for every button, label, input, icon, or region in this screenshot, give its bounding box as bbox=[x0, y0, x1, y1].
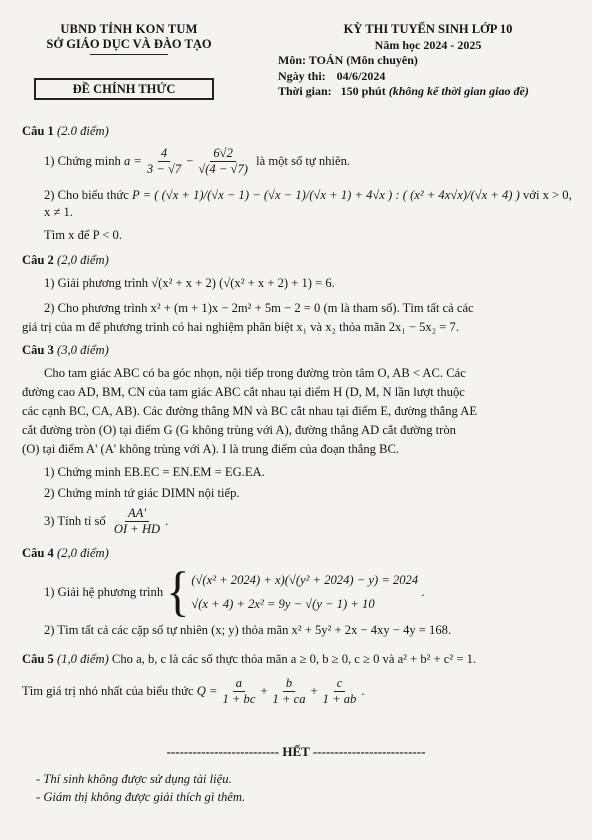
question-4-part-1 bbox=[22, 560, 572, 622]
question-2-part-1: 1) Giải phương trình √(x² + x + 2) (√(x² + x + 2) + 1) = 6. bbox=[44, 276, 335, 290]
fraction bbox=[111, 506, 163, 537]
question-label: Câu 1 bbox=[22, 124, 54, 138]
time-label: Thời gian: bbox=[278, 84, 332, 98]
question-points: (3,0 điểm) bbox=[57, 343, 109, 357]
part-tail: . bbox=[165, 514, 169, 528]
subject-label: Môn: bbox=[278, 53, 306, 67]
operator: − bbox=[186, 154, 194, 168]
question-3-part-1: 1) Chứng minh EB.EC = EN.EM = EG.EA. bbox=[44, 465, 265, 479]
math-expression: P = ( (√x + 1)/(√x − 1) − (√x − 1)/(√x + 1) + 4√x ) : ( (x² + 4x√x)/(√x + 4) ) bbox=[131, 188, 520, 202]
exam-info-block bbox=[278, 22, 578, 100]
fraction bbox=[320, 676, 360, 707]
fraction bbox=[270, 676, 309, 707]
question-3-part-2: 2) Chứng minh tứ giác DIMN nội tiếp. bbox=[44, 486, 240, 500]
exam-questions bbox=[22, 121, 572, 709]
official-exam-stamp: ĐỀ CHÍNH THỨC bbox=[34, 78, 214, 100]
part-tail: . bbox=[361, 684, 365, 698]
equation-system bbox=[166, 560, 419, 622]
equation-2: √(x + 4) + 2x² = 9y − √(y − 1) + 10 bbox=[191, 596, 375, 611]
math-var: Q = bbox=[196, 684, 218, 698]
subject-value: TOÁN (Môn chuyên) bbox=[308, 53, 418, 67]
question-points: (1,0 điểm) bbox=[57, 652, 109, 666]
part-tail: là một số tự nhiên. bbox=[256, 154, 351, 168]
question-1-title bbox=[22, 123, 572, 140]
part-lead: 1) Giải hệ phương trình bbox=[44, 584, 164, 599]
question-1-part-2 bbox=[22, 187, 572, 221]
part-tail: . bbox=[421, 584, 425, 599]
date-row bbox=[278, 69, 578, 85]
date-label: Ngày thi: bbox=[278, 68, 326, 83]
question-4-title bbox=[22, 545, 572, 562]
math-condition: với x > 0, x ≠ 1. bbox=[44, 188, 572, 219]
question-1-find: Tìm x để P < 0. bbox=[44, 228, 122, 242]
part-lead: 3) Tính tỉ số bbox=[44, 514, 106, 528]
exam-notes bbox=[36, 770, 245, 806]
question-points: (2,0 điểm) bbox=[57, 546, 109, 560]
school-year: Năm học 2024 - 2025 bbox=[374, 37, 482, 52]
denominator: 1 + ab bbox=[322, 692, 357, 706]
exam-name: KỲ THI TUYỂN SINH LỚP 10 bbox=[343, 22, 513, 36]
question-label: Câu 3 bbox=[22, 343, 54, 357]
subject-row bbox=[278, 53, 578, 69]
question-3-text-5: (O) tại điểm A' (A' không trùng với A). I là trung điểm của đoạn thẳng BC. bbox=[22, 442, 400, 456]
denominator: 1 + bc bbox=[222, 692, 256, 706]
math-var: a = bbox=[123, 154, 142, 168]
date-value: 04/6/2024 bbox=[336, 68, 386, 83]
note-item: - Giám thị không được giải thích gì thêm. bbox=[36, 790, 246, 804]
question-5-text: Cho a, b, c là các số thực thỏa mãn a ≥ 0, b ≥ 0, c ≥ 0 và a² + b² + c² = 1. bbox=[111, 652, 477, 666]
operator: + bbox=[260, 684, 268, 698]
denominator: √(4 − √7) bbox=[198, 162, 248, 176]
numerator: a bbox=[233, 676, 245, 692]
numerator: AA' bbox=[125, 506, 149, 522]
question-points: (2,0 điểm) bbox=[57, 253, 109, 267]
question-3-part-3 bbox=[22, 506, 572, 537]
question-4-part-2: 2) Tìm tất cả các cặp số tự nhiên (x; y) thỏa mãn x² + 5y² + 2x − 4xy − 4y = 168. bbox=[44, 623, 452, 637]
time-row bbox=[278, 84, 578, 100]
question-2-title bbox=[22, 252, 572, 269]
question-3-text-4: cắt đường tròn (O) tại điểm G (G không trùng với A), đường thẳng AD cắt đường tròn bbox=[22, 423, 456, 437]
question-label: Câu 4 bbox=[22, 546, 54, 560]
question-3-text-3: các cạnh BC, CA, AB). Các đường thẳng MN và BC cắt nhau tại điểm E, đường thẳng AE bbox=[22, 404, 478, 418]
authority-name: UBND TỈNH KON TUM bbox=[60, 22, 198, 36]
operator: + bbox=[310, 684, 318, 698]
note-item: - Thí sinh không được sử dụng tài liệu. bbox=[36, 772, 232, 786]
denominator: 3 − √7 bbox=[146, 162, 182, 176]
fraction bbox=[219, 676, 258, 707]
question-3-text-2: đường cao AD, BM, CN của tam giác ABC cắt nhau tại điểm H (D, M, N lần lượt thuộc bbox=[22, 385, 465, 399]
denominator: 1 + ca bbox=[272, 692, 306, 706]
time-value: 150 phút bbox=[340, 84, 386, 98]
numerator: 6√2 bbox=[210, 146, 236, 162]
divider bbox=[90, 54, 168, 55]
question-5-title bbox=[22, 652, 109, 666]
question-5-line-2 bbox=[22, 676, 572, 707]
end-marker: -------------------------- HẾT -------------------------- bbox=[166, 744, 426, 759]
question-points: (2.0 điểm) bbox=[57, 124, 109, 138]
numerator: 4 bbox=[158, 146, 170, 162]
question-3-text-1: Cho tam giác ABC có ba góc nhọn, nội tiếp trong đường tròn tâm O, AB < AC. Các bbox=[44, 366, 466, 380]
part-lead: 2) Cho biểu thức bbox=[44, 188, 129, 202]
part-lead: 1) Chứng minh bbox=[44, 154, 121, 168]
question-5-line-1 bbox=[22, 651, 572, 668]
denominator: OI + HD bbox=[113, 522, 161, 536]
system-brace: { bbox=[166, 560, 190, 622]
part-lead: Tìm giá trị nhỏ nhất của biểu thức bbox=[22, 684, 194, 698]
question-2-part-2-line-1: 2) Cho phương trình x² + (m + 1)x − 2m² + 5m − 2 = 0 (m là tham số). Tìm tất cả các bbox=[44, 301, 474, 315]
issuer-block bbox=[34, 22, 224, 55]
question-label: Câu 2 bbox=[22, 253, 54, 267]
question-2-part-2-line-2: giá trị của m để phương trình có hai nghiệm phân biệt x₁ và x₂ thỏa mãn 2x₁ − 5x₂ = 7. bbox=[22, 320, 459, 334]
question-1-part-1 bbox=[22, 146, 572, 177]
numerator: b bbox=[283, 676, 295, 692]
question-label: Câu 5 bbox=[22, 652, 54, 666]
numerator: c bbox=[334, 676, 346, 692]
department-name: SỞ GIÁO DỤC VÀ ĐÀO TẠO bbox=[46, 37, 212, 51]
fraction bbox=[195, 146, 251, 177]
question-3-title bbox=[22, 342, 572, 359]
equation-1: (√(x² + 2024) + x)(√(y² + 2024) − y) = 2024 bbox=[191, 572, 419, 587]
time-note: (không kể thời gian giao đề) bbox=[388, 84, 529, 98]
fraction bbox=[144, 146, 184, 177]
